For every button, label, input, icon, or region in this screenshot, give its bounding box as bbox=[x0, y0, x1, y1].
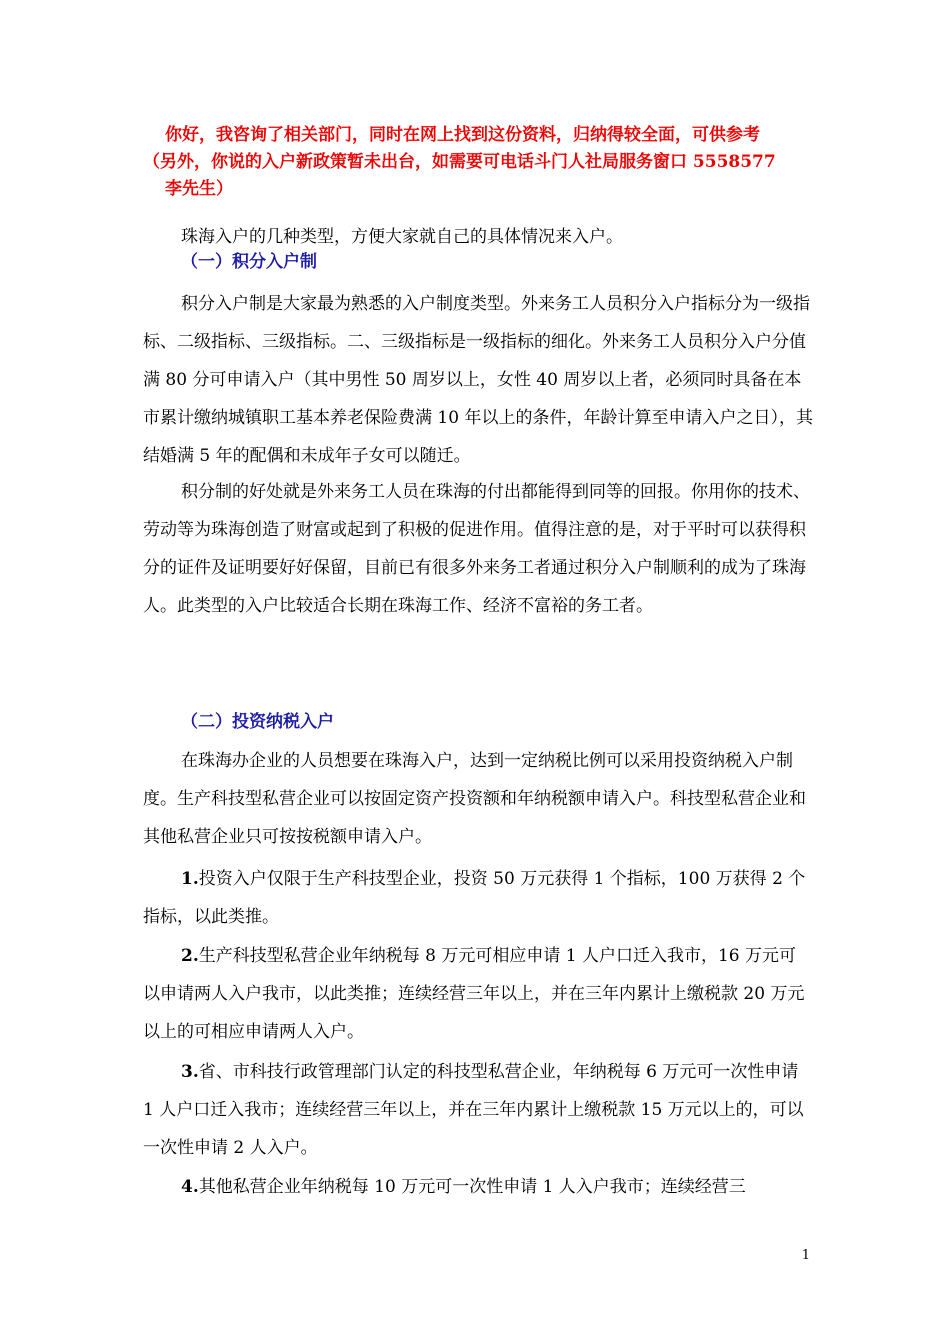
list-item bbox=[143, 860, 813, 936]
page-number: 1 bbox=[801, 1248, 810, 1263]
list-item-number: 1. bbox=[181, 869, 199, 889]
list-item-text: 生产科技型私营企业年纳税每 8 万元可相应申请 1 人户口迁入我市，16 万元可以申请两人入户我市，以此类推；连续经营三年以上，并在三年内累计上缴税款 20 万元以上的可相应申请两人入户。 bbox=[143, 946, 805, 1042]
note-line-2: （另外，你说的入户新政策暂未出台，如需要可电话斗门人社局服务窗口 5558577 bbox=[143, 152, 776, 172]
list-item bbox=[143, 937, 813, 1051]
list-item-number: 2. bbox=[181, 946, 199, 966]
paragraph-points-system: 积分入户制是大家最为熟悉的入户制度类型。外来务工人员积分入户指标分为一级指标、二级指标、三级指标。二、三级指标是一级指标的细化。外来务工人员积分入户分值满 80 分可申请入户（其中男性 50 周岁以上，女性 40 周岁以上者，必须同时具备在本市累计缴纳城镇职工基本养老保险费满 10 年以上的条件，年龄计算至申请入户之日），其结婚满 5 年的配偶和未成年子女可以随迁。 bbox=[143, 294, 813, 466]
paragraph-investment-intro: 在珠海办企业的人员想要在珠海入户，达到一定纳税比例可以采用投资纳税入户制度。生产科技型私营企业可以按固定资产投资额和年纳税额申请入户。科技型私营企业和其他私营企业只可按按税额申请入户。 bbox=[143, 751, 806, 847]
paragraph-points-benefits: 积分制的好处就是外来务工人员在珠海的付出都能得到同等的回报。你用你的技术、劳动等为珠海创造了财富或起到了积极的促进作用。值得注意的是，对于平时可以获得积分的证件及证明要好好保留，目前已有很多外来务工者通过积分入户制顺利的成为了珠海人。此类型的入户比较适合长期在珠海工作、经济不富裕的务工者。 bbox=[143, 482, 810, 616]
list-item bbox=[143, 1168, 813, 1206]
note-line-3: 李先生） bbox=[165, 179, 233, 199]
note-line-1: 你好，我咨询了相关部门，同时在网上找到这份资料，归纳得较全面，可供参考 bbox=[165, 125, 760, 145]
list-item-number: 3. bbox=[181, 1062, 199, 1082]
list-item bbox=[143, 1053, 813, 1167]
section-heading-points: （一）积分入户制 bbox=[181, 252, 317, 272]
intro-paragraph: 珠海入户的几种类型，方便大家就自己的具体情况来入户。 bbox=[181, 227, 623, 247]
list-item-number: 4. bbox=[181, 1177, 199, 1197]
list-item-text: 投资入户仅限于生产科技型企业，投资 50 万元获得 1 个指标，100 万获得 2 个指标，以此类推。 bbox=[143, 869, 806, 927]
list-item-text: 其他私营企业年纳税每 10 万元可一次性申请 1 人入户我市；连续经营三 bbox=[198, 1177, 746, 1197]
consultation-note bbox=[143, 122, 813, 203]
section-heading-investment: （二）投资纳税入户 bbox=[181, 712, 334, 732]
list-item-text: 省、市科技行政管理部门认定的科技型私营企业，年纳税每 6 万元可一次性申请 1 人户口迁入我市；连续经营三年以上，并在三年内累计上缴税款 15 万元以上的，可以一次性申请 2 人入户。 bbox=[143, 1062, 804, 1158]
